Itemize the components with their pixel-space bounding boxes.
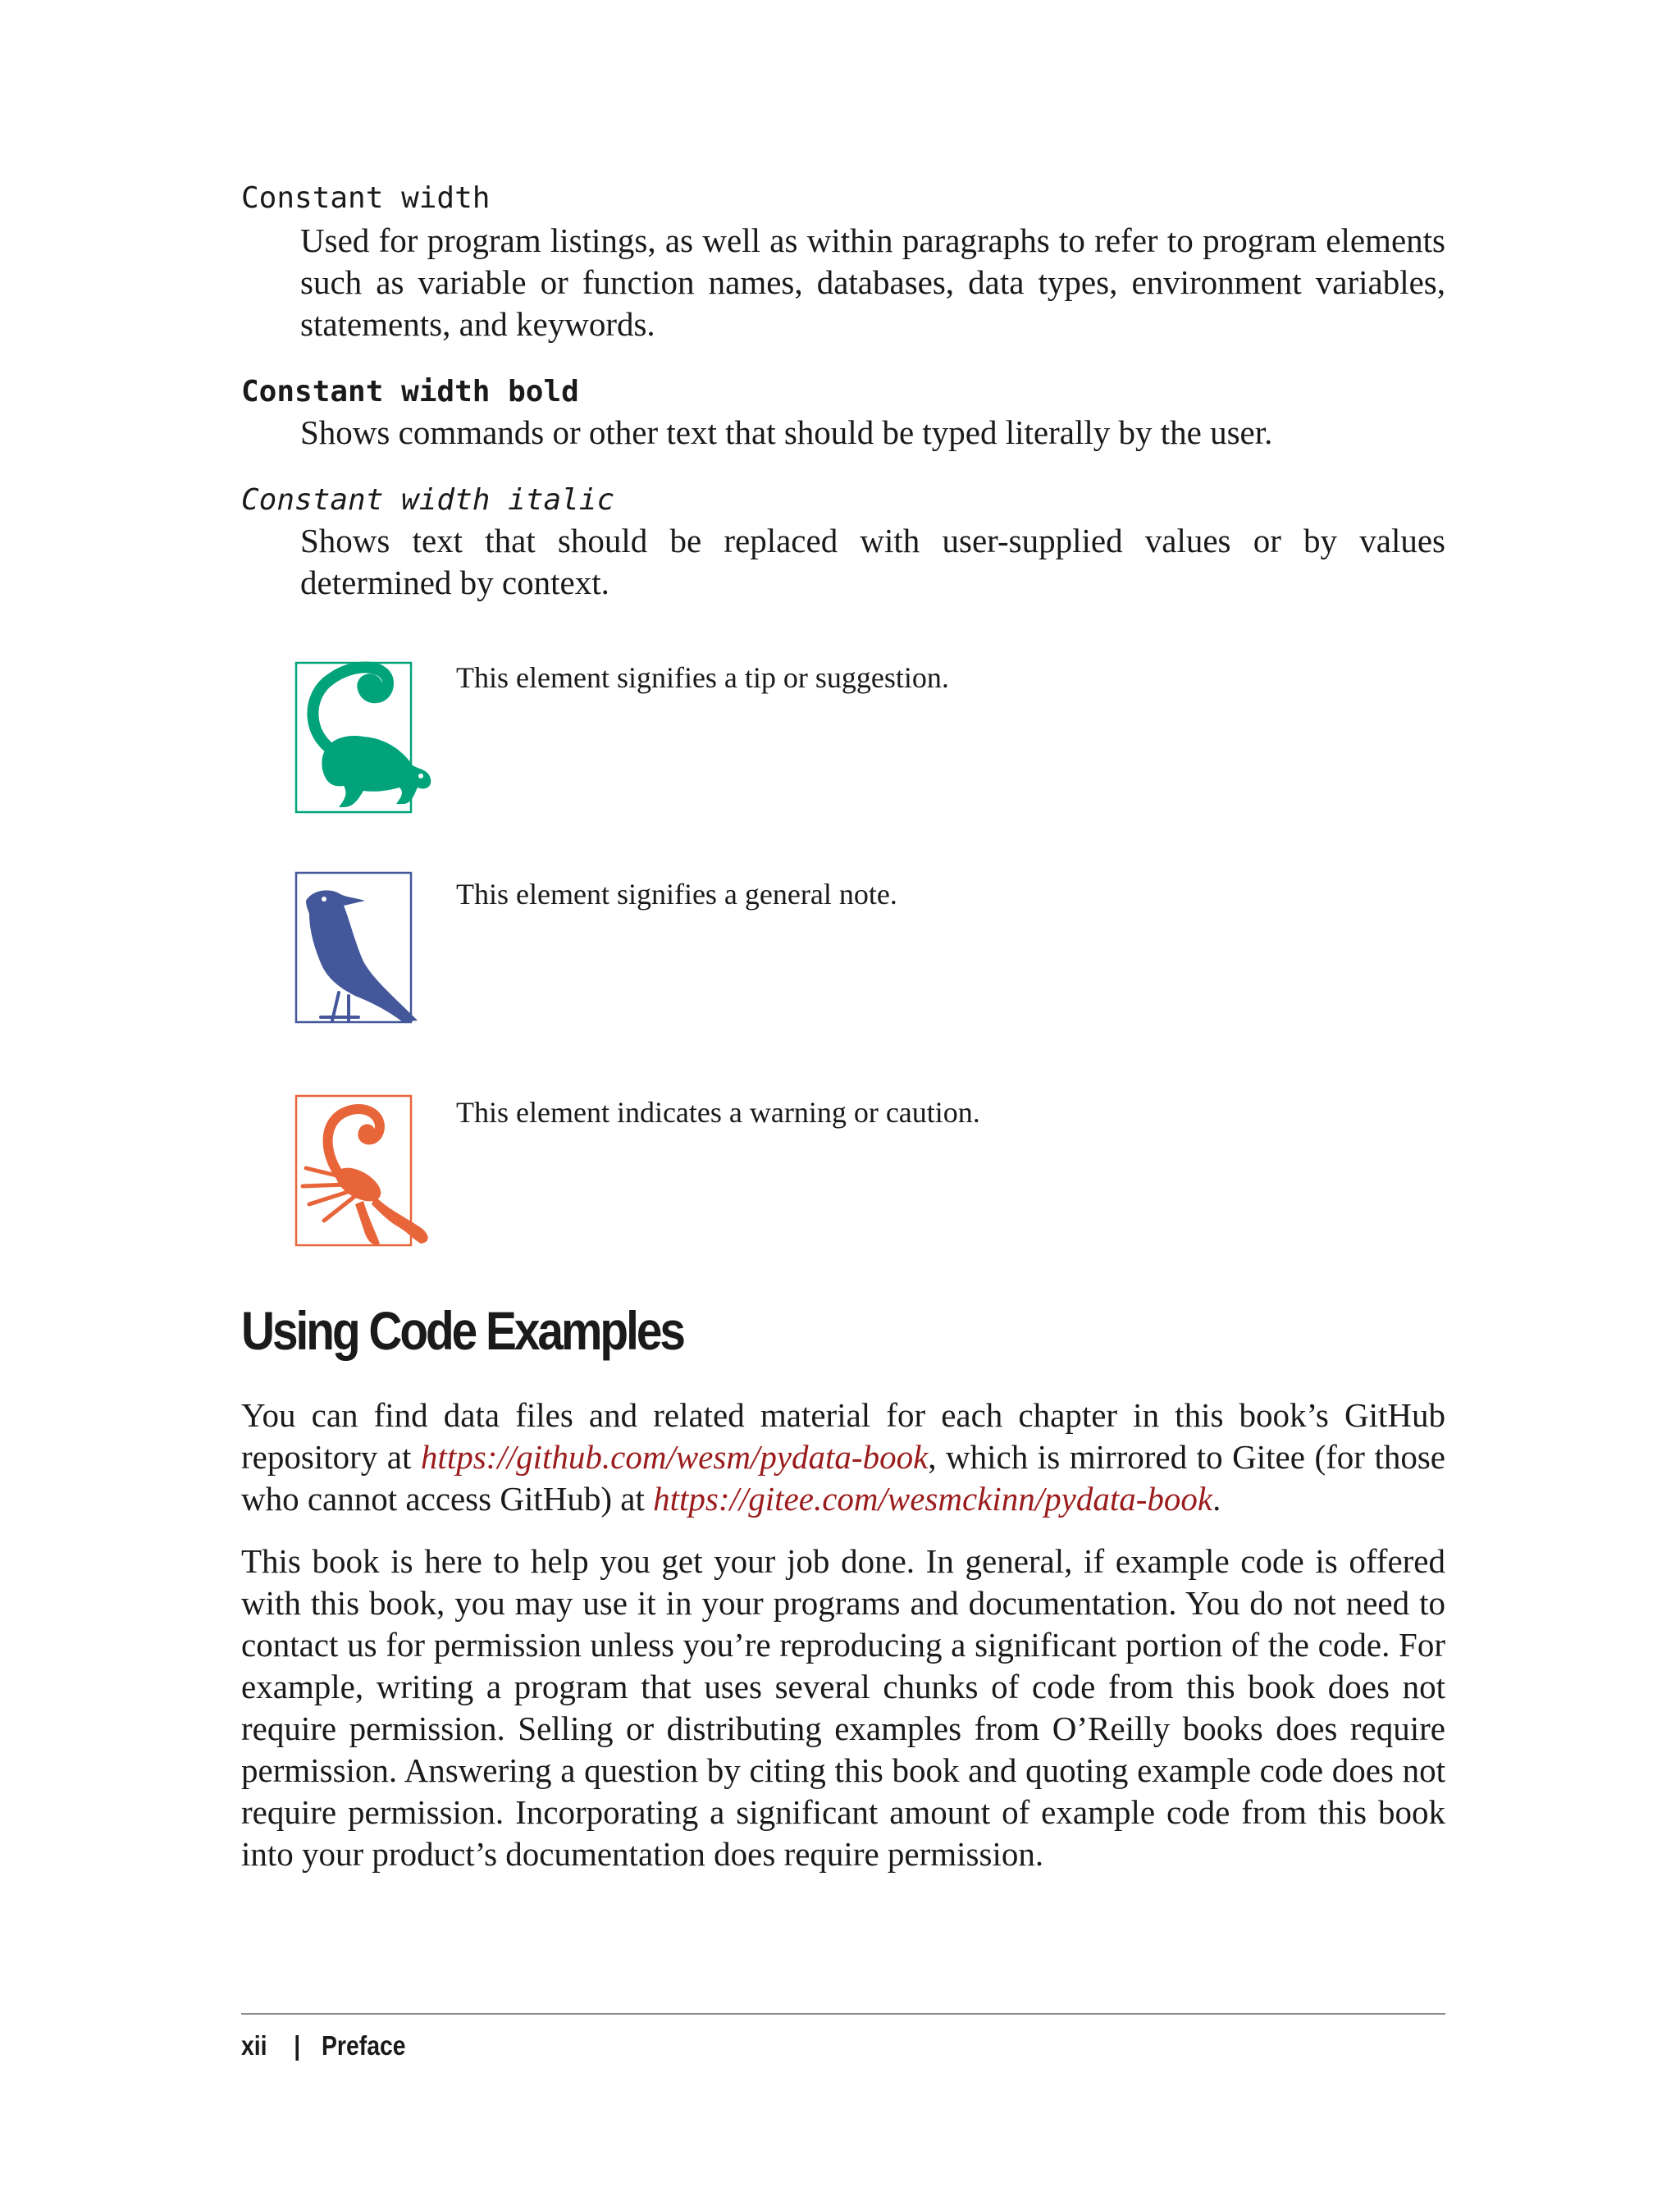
footer-separator: | — [294, 2030, 301, 2061]
github-link[interactable]: https://github.com/wesm/pydata-book — [420, 1438, 929, 1476]
page-number: xii — [241, 2030, 267, 2061]
paragraph-text: , which is mirrored to Gitee (for those who cannot access GitHub) at — [241, 1438, 1445, 1518]
gitee-link[interactable]: https://gitee.com/wesmckinn/pydata-book — [653, 1480, 1213, 1518]
scorpion-icon — [273, 1086, 445, 1258]
paragraph-text: . — [1212, 1480, 1221, 1518]
footer-rule — [241, 2013, 1445, 2015]
term-constant-width: Constant width — [241, 181, 491, 215]
paragraph-repository — [241, 1395, 1445, 1520]
tip-admonition-icon — [273, 646, 445, 819]
page-footer — [241, 2029, 406, 2062]
warning-admonition-icon — [273, 1086, 445, 1258]
tip-text: This element signifies a tip or suggestion. — [456, 661, 949, 694]
term-constant-width-bold: Constant width bold — [241, 375, 579, 409]
note-text: This element signifies a general note. — [456, 878, 897, 911]
warning-text: This element indicates a warning or caution. — [456, 1096, 980, 1129]
section-title: Using Code Examples — [241, 1300, 683, 1361]
paragraph-text: You can find data files and related material for each chapter in this book’s GitHub repository at — [241, 1396, 1445, 1476]
definition-constant-width-bold: Shows commands or other text that should be typed literally by the user. — [300, 413, 1273, 451]
definition-constant-width-italic: Shows text that should be replaced with user-supplied values or by values determined by context. — [300, 522, 1445, 601]
paragraph-permissions: This book is here to help you get your job done. In general, if example code is offered with this book, you may use it in your programs and documentation. You do not need to contact us for permission unless you’re reproducing a significant portion of the code. For example, writing a program that uses several chunks of code from this book does not require permission. Selling or distributing examples from O’Reilly books does require permission. Answering a question by citing this book and quoting example code does not require permission. Incorporating a significant amount of example code from this book into your product’s documentation does require permission. — [241, 1542, 1445, 1873]
definition-constant-width: Used for program listings, as well as within paragraphs to refer to program elements such as variable or function names, databases, data types, environment variables, statements, and keywords. — [300, 221, 1445, 343]
chapter-name: Preface — [321, 2030, 406, 2061]
crow-icon — [273, 865, 445, 1037]
lemur-icon — [273, 646, 445, 819]
term-constant-width-italic: Constant width italic — [241, 483, 615, 517]
note-admonition-icon — [273, 865, 445, 1037]
